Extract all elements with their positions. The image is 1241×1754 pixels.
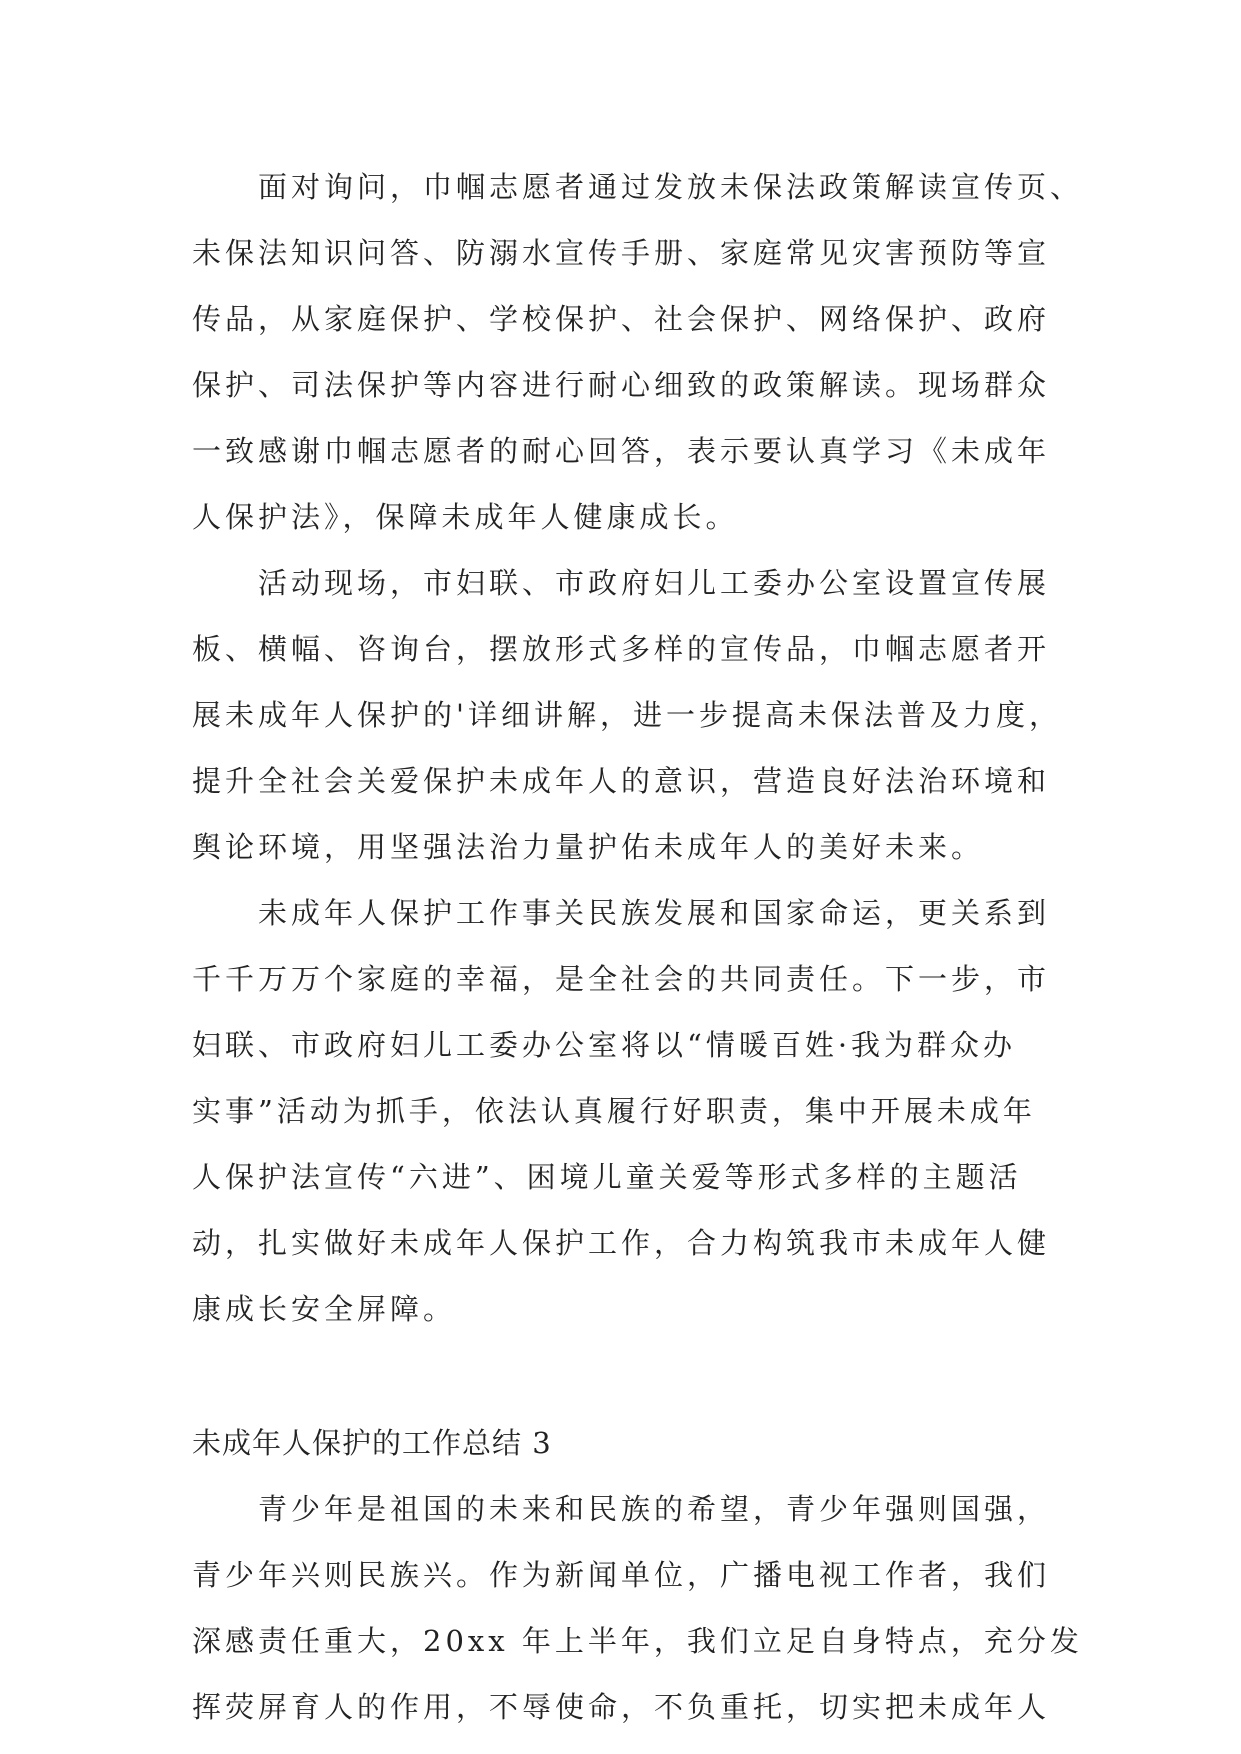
paragraph-3-line-3: 妇联、市政府妇儿工委办公室将以“情暖百姓·我为群众办 (192, 1028, 1017, 1062)
paragraph-2-line-3: 展未成年人保护的'详细讲解，进一步提高未保法普及力度， (192, 698, 1062, 732)
paragraph-1-line-1: 面对询问，巾帼志愿者通过发放未保法政策解读宣传页、 (258, 170, 1084, 204)
paragraph-4-line-2: 青少年兴则民族兴。作为新闻单位，广播电视工作者，我们 (192, 1558, 1051, 1592)
paragraph-4-line-3: 深感责任重大，20xx 年上半年，我们立足自身特点，充分发 (192, 1624, 1083, 1658)
paragraph-2-line-1: 活动现场，市妇联、市政府妇儿工委办公室设置宣传展 (258, 566, 1051, 600)
paragraph-3-line-6: 动，扎实做好未成年人保护工作，合力构筑我市未成年人健 (192, 1226, 1051, 1260)
paragraph-3-line-1: 未成年人保护工作事关民族发展和国家命运，更关系到 (258, 896, 1051, 930)
paragraph-4-line-4: 挥荧屏育人的作用，不辱使命，不负重托，切实把未成年人 (192, 1690, 1051, 1724)
paragraph-1-line-4: 保护、司法保护等内容进行耐心细致的政策解读。现场群众 (192, 368, 1051, 402)
section-heading: 未成年人保护的工作总结 3 (192, 1426, 552, 1460)
paragraph-4-line-1: 青少年是祖国的未来和民族的希望，青少年强则国强， (258, 1492, 1051, 1526)
paragraph-1-line-2: 未保法知识问答、防溺水宣传手册、家庭常见灾害预防等宣 (192, 236, 1051, 270)
paragraph-2-line-4: 提升全社会关爱保护未成年人的意识，营造良好法治环境和 (192, 764, 1051, 798)
paragraph-1-line-3: 传品，从家庭保护、学校保护、社会保护、网络保护、政府 (192, 302, 1051, 336)
paragraph-3-line-4: 实事”活动为抓手，依法认真履行好职责，集中开展未成年 (192, 1094, 1036, 1128)
paragraph-1-line-6: 人保护法》，保障未成年人健康成长。 (192, 500, 739, 534)
paragraph-1-line-5: 一致感谢巾帼志愿者的耐心回答，表示要认真学习《未成年 (192, 434, 1051, 468)
paragraph-2-line-5: 舆论环境，用坚强法治力量护佑未成年人的美好未来。 (192, 830, 985, 864)
paragraph-3-line-7: 康成长安全屏障。 (192, 1292, 457, 1326)
paragraph-3-line-2: 千千万万个家庭的幸福，是全社会的共同责任。下一步，市 (192, 962, 1051, 996)
paragraph-3-line-5: 人保护法宣传“六进”、困境儿童关爱等形式多样的主题活 (192, 1160, 1022, 1194)
paragraph-2-line-2: 板、横幅、咨询台，摆放形式多样的宣传品，巾帼志愿者开 (192, 632, 1051, 666)
